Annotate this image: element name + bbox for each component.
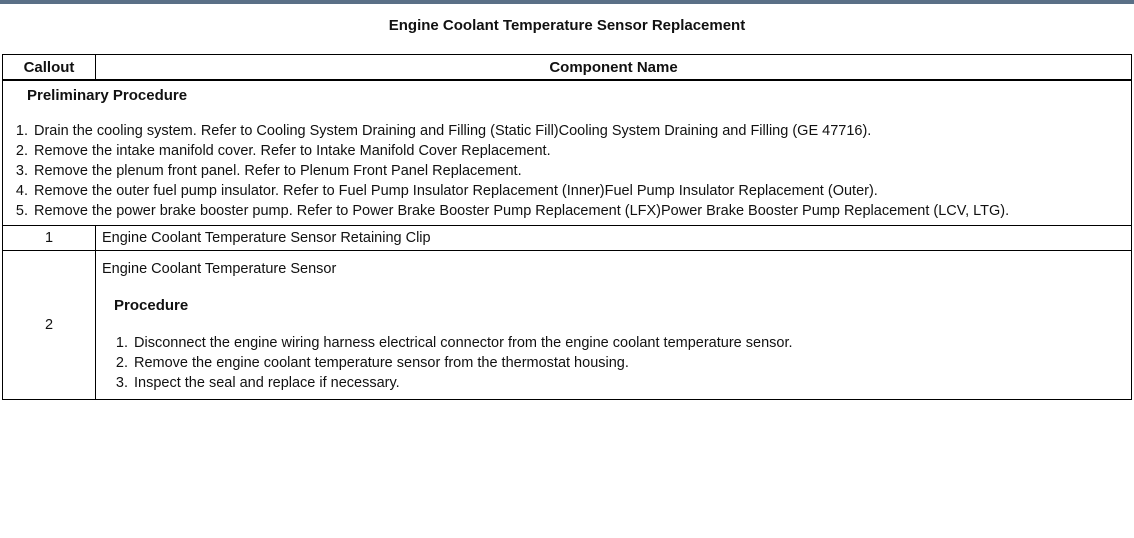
component-name: Engine Coolant Temperature Sensor Retaining Clip: [96, 226, 1132, 251]
document-title: Engine Coolant Temperature Sensor Replacement: [388, 17, 746, 34]
preliminary-procedure-cell: [3, 80, 1132, 226]
procedure-steps-list: [102, 333, 1125, 393]
preliminary-step: 2. Remove the intake manifold cover. Refer to Intake Manifold Cover Replacement.: [32, 141, 1125, 161]
component-cell: [96, 251, 1132, 400]
procedure-step: 1. Disconnect the engine wiring harness electrical connector from the engine coolant temperature sensor.: [132, 333, 1125, 353]
preliminary-step: 3. Remove the plenum front panel. Refer to Plenum Front Panel Replacement.: [32, 161, 1125, 181]
preliminary-procedure-heading: Preliminary Procedure: [27, 87, 188, 104]
procedure-heading: Procedure: [114, 297, 189, 314]
callout-number: 1: [3, 226, 96, 251]
table-row: [3, 226, 1132, 251]
procedure-step: 3. Inspect the seal and replace if necessary.: [132, 373, 1125, 393]
component-name: Engine Coolant Temperature Sensor: [102, 261, 337, 277]
table-row: [3, 251, 1132, 400]
preliminary-step: 1. Drain the cooling system. Refer to Cooling System Draining and Filling (Static Fill)Cooling System Draining and Filling (GE 47716).: [32, 121, 1125, 141]
preliminary-step: 5. Remove the power brake booster pump. Refer to Power Brake Booster Pump Replacement (LFX)Power Brake Booster Pump Replacement (LCV, LTG).: [32, 201, 1125, 221]
callout-number: 2: [3, 251, 96, 400]
table-header-row: [3, 55, 1132, 81]
preliminary-step: 4. Remove the outer fuel pump insulator. Refer to Fuel Pump Insulator Replacement (Inner)Fuel Pump Insulator Replacement (Outer).: [32, 181, 1125, 201]
top-border-bar: [0, 0, 1134, 4]
procedure-table: [2, 54, 1132, 400]
preliminary-procedure-row: [3, 80, 1132, 226]
preliminary-steps-list: [15, 121, 1125, 221]
component-name-column-header: Component Name: [96, 55, 1132, 81]
callout-column-header: Callout: [3, 55, 96, 81]
procedure-step: 2. Remove the engine coolant temperature sensor from the thermostat housing.: [132, 353, 1125, 373]
